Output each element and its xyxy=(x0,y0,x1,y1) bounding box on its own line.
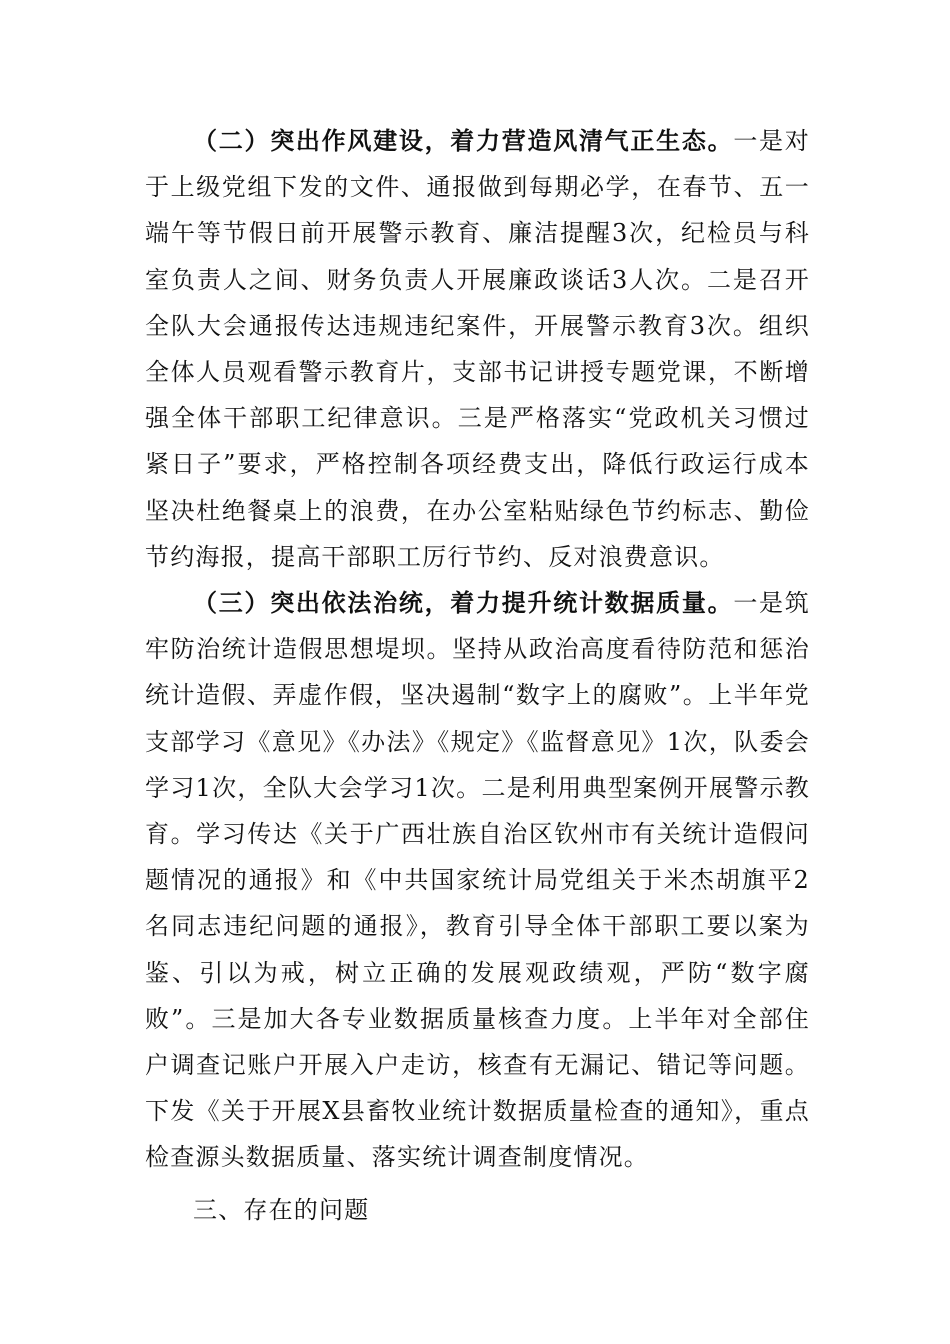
section-heading: 三、存在的问题 xyxy=(193,1195,370,1224)
paragraph-section-2 xyxy=(145,118,810,580)
paragraph-lead: （二）突出作风建设，着力营造风清气正生态。 xyxy=(193,126,734,155)
paragraph-text: 一是对于上级党组下发的文件、通报做到每期必学，在春节、五一端午等节假日前开展警示教育、廉洁提醒3次，纪检员与科室负责人之间、财务负责人开展廉政谈话3人次。二是召开全队大会通报传达违规违纪案件，开展警示教育3次。组织全体人员观看警示教育片，支部书记讲授专题党课，不断增强全体干部职工纪律意识。三是严格落实“党政机关习惯过紧日子”要求，严格控制各项经费支出，降低行政运行成本坚决杜绝餐桌上的浪费，在办公室粘贴绿色节约标志、勤俭节约海报，提高干部职工厉行节约、反对浪费意识。 xyxy=(145,127,810,571)
paragraph-text: 一是筑牢防治统计造假思想堤坝。坚持从政治高度看待防范和惩治统计造假、弄虚作假，坚决遏制“数字上的腐败”。上半年党支部学习《意见》《办法》《规定》《监督意见》1次，队委会学习1次，全队大会学习1次。二是利用典型案例开展警示教育。学习传达《关于广西壮族自治区钦州市有关统计造假问题情况的通报》和《中共国家统计局党组关于米杰胡旗平2名同志违纪问题的通报》，教育引导全体干部职工要以案为鉴、引以为戒，树立正确的发展观政绩观，严防“数字腐败”。三是加大各专业数据质量核查力度。上半年对全部住户调查记账户开展入户走访，核查有无漏记、错记等问题。下发《关于开展X县畜牧业统计数据质量检查的通知》，重点检查源头数据质量、落实统计调查制度情况。 xyxy=(145,589,810,1172)
paragraph-lead: （三）突出依法治统，着力提升统计数据质量。 xyxy=(193,588,734,618)
document-body xyxy=(145,118,810,1233)
paragraph-section-3 xyxy=(145,580,810,1181)
